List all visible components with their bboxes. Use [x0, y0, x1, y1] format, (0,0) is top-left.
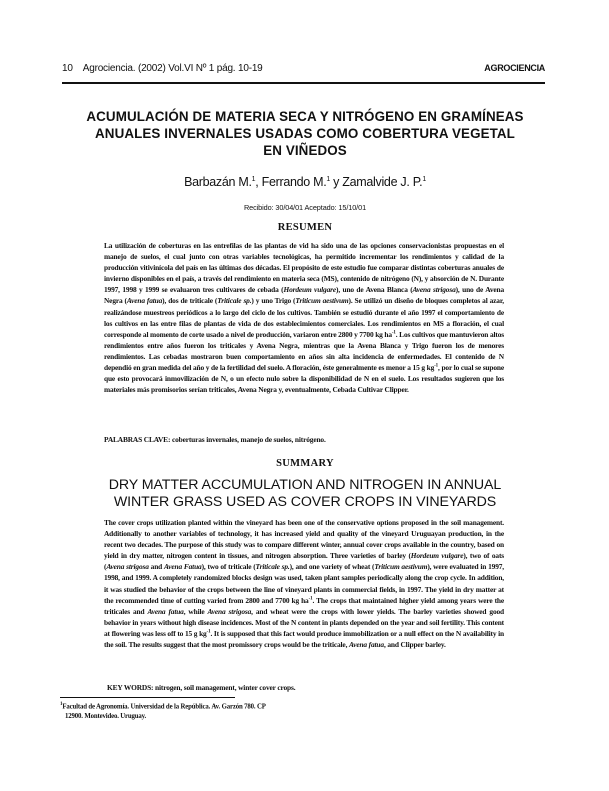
keywords-spanish	[104, 434, 504, 445]
species-name: Triticale sp.	[255, 562, 290, 572]
footnote-text: Facultad de Agronomía. Universidad de la República. Av. Garzón 780. CP	[62, 703, 266, 711]
title-es-line: ANUALES INVERNALES USADAS COMO COBERTURA VEGETAL	[95, 126, 515, 141]
running-head	[62, 63, 545, 77]
abstract-text: La utilización de coberturas en las entrefilas de las plantas de vid ha sido una de las opciones conservacionistas propuestas en el manejo de suelos, el cual junto con otras variables tecnológicas, ha permitido incrementar los rendimientos y calidad de la producción vitivinícola del país en las últimas dos décadas. El propósito de este estudio fue comparar distintas coberturas anuales de invierno disponibles en el país, a través del rendimiento en materia seca (MS), contenido de nitrógeno (N), y absorción de N. Durante 1997, 1998 y 1999 se evaluaron tres cultivares de cebada (	[104, 241, 504, 295]
species-name: Avena fatua	[348, 640, 384, 650]
summary-heading: SUMMARY	[276, 458, 334, 469]
abstract-text: . The crops that maintained higher yield among years were the triticales and	[104, 595, 505, 616]
affiliation-marker: 1	[326, 175, 330, 183]
abstract-text: ), two of oats (	[104, 551, 504, 572]
affiliation-footnote	[60, 700, 320, 721]
title-spanish	[60, 108, 550, 159]
species-name: Avena strigosa	[412, 285, 456, 295]
species-name: Triticum aestivum	[374, 562, 428, 572]
keywords-label: PALABRAS CLAVE:	[104, 435, 171, 444]
unit-exponent: -1	[206, 629, 211, 635]
abstract-text: ), two of triticale (	[201, 562, 256, 572]
journal-name: AGROCIENCIA	[484, 63, 545, 73]
abstract-text: ) y uno Trigo (	[251, 296, 296, 306]
abstract-text: and	[148, 562, 164, 572]
author-name: Zamalvide J. P.	[342, 175, 423, 189]
abstract-text: , and Clipper barley.	[383, 640, 446, 650]
unit-exponent: -1	[434, 363, 439, 369]
abstract-text: . It is supposed that this fact would produce immobilization or a null effect on the N availability in the soil. The results suggest that the most promissory crops would be the triticale,	[104, 628, 504, 650]
abstract-text: ), and one variety of wheat (	[289, 562, 375, 572]
species-name: Avena strigosa	[106, 562, 149, 572]
abstract-text: ), were evaluated in 1997, 1998, and 1999. A completely randomized blocks design was used, taken plant samples periodically along the crop cycle. In addition, it was studied the behavior of the crops between the line of vineyard plants in commercial fields, in 1997. The yield in dry matter at the recommended time of cutting varied from 2800 and 7700 kg ha	[104, 562, 504, 605]
author-name: Barbazán M.	[184, 175, 252, 189]
affiliation-marker: 1	[422, 175, 426, 183]
footnote-line	[60, 700, 320, 712]
species-name: Hordeum vulgare	[410, 551, 464, 561]
abstract-text: ). Se utilizó un diseño de bloques completos al azar, realizándose muestreos periódicos a lo largo del ciclo de los cultivos. También se estudió durante el año 1997 el comportamiento de los cultivos en las entre filas de plantas de vida de dos establecimientos comerciales. Los rendimientos en MS a floración, el cual corresponde al momento de corte usado a nivel de producción, variaron entre 2800 y 7700 kg ha	[104, 296, 504, 339]
received-accepted-dates: Recibido: 30/04/01 Aceptado: 15/10/01	[243, 203, 367, 212]
title-en-line: WINTER GRASS USED AS COVER CROPS IN VINEYARDS	[113, 494, 497, 510]
footnote-marker: 1	[60, 702, 63, 707]
unit-exponent: -1	[308, 596, 313, 602]
abstract-text: , while	[183, 606, 208, 616]
species-name: Avena fatua	[126, 296, 163, 306]
species-name: Hordeum vulgare	[283, 285, 337, 295]
title-english	[60, 477, 550, 511]
authors	[60, 175, 550, 189]
header-rule	[62, 82, 545, 84]
unit-exponent: -1	[391, 330, 396, 336]
author-separator: ,	[255, 175, 262, 189]
species-name: Triticum aestivum	[295, 296, 349, 306]
page-number: 10	[62, 63, 73, 74]
title-es-line: EN VIÑEDOS	[263, 143, 347, 158]
footnote-line: 12900. Montevideo. Uruguay.	[65, 712, 147, 720]
abstract-text: The cover crops utilization planted within the vineyard has been one of the conservative options proposed in the soil management. Additionally to another variables of technology, it has increased yield and quality of the vineyard Uruguayan production, in the recent two decades. The purpose of this study was to compare different winter, annual cover crops available in the country, based on yield in dry matter, nitrogen content in tissues, and nitrogen absorption. Three varieties of barley (	[104, 518, 504, 561]
abstract-text: , por lo cual se supone que esto provocará inmovilización de N, o un efecto nulo sobre la disponibilidad de N en el suelo. Los resultados sugieren que los materiales más promisorios serían triticales, Avena Negra y, eventualmente, Cebada Cultivar Clipper.	[104, 363, 504, 395]
abstract-english	[104, 517, 504, 650]
species-name: Avena strigosa	[207, 606, 252, 616]
species-name: Triticale sp.	[217, 296, 252, 306]
keywords-label: KEY WORDS:	[107, 683, 154, 692]
footnote-rule	[60, 697, 235, 698]
keywords-text: coberturas invernales, manejo de suelos, nitrógeno.	[170, 435, 326, 444]
abstract-text: , and wheat were the crops with lower yields. The barley varieties showed good behavior in years without high disease incidences. Most of the N content in plants depended on the year and soil fertility. This content at flowering was less off to 15 g kg	[104, 606, 504, 638]
citation: Agrociencia. (2002) Vol.VI Nº 1 pág. 10-19	[82, 63, 263, 74]
keywords-text: nitrogen, soil management, winter cover crops.	[153, 683, 296, 692]
title-en-line: DRY MATTER ACCUMULATION AND NITROGEN IN ANNUAL	[108, 477, 502, 493]
abstract-text: . Los cultivos que mantuvieron altos rendimientos entre años fueron los triticales y Avena Negra, mientras que la Avena Blanca y Trigo fueron los de menores rendimientos. Las cebadas mostraron buen comportamiento en años sin alta incidencia de enfermedades. El contenido de N dependió en gran medida del año y de la fertilidad del suelo. A floración, éste generalmente es menor a 15 g kg	[104, 329, 504, 373]
species-name: Avena Fatua	[164, 562, 202, 572]
affiliation-marker: 1	[251, 175, 256, 183]
resumen-heading: RESUMEN	[277, 222, 333, 233]
abstract-spanish	[104, 240, 504, 395]
abstract-text: ), dos de triticale (	[162, 296, 218, 306]
keywords-english	[107, 682, 507, 693]
author-name: Ferrando M.	[261, 175, 327, 189]
abstract-text: ), uno de Avena Negra (	[104, 285, 505, 306]
running-head-citation-group	[62, 63, 263, 74]
author-separator: y	[329, 175, 343, 189]
abstract-text: ), uno de Avena Blanca (	[336, 285, 413, 295]
title-es-line: ACUMULACIÓN DE MATERIA SECA Y NITRÓGENO EN GRAMÍNEAS	[86, 109, 524, 124]
species-name: Avena fatua	[147, 606, 184, 616]
